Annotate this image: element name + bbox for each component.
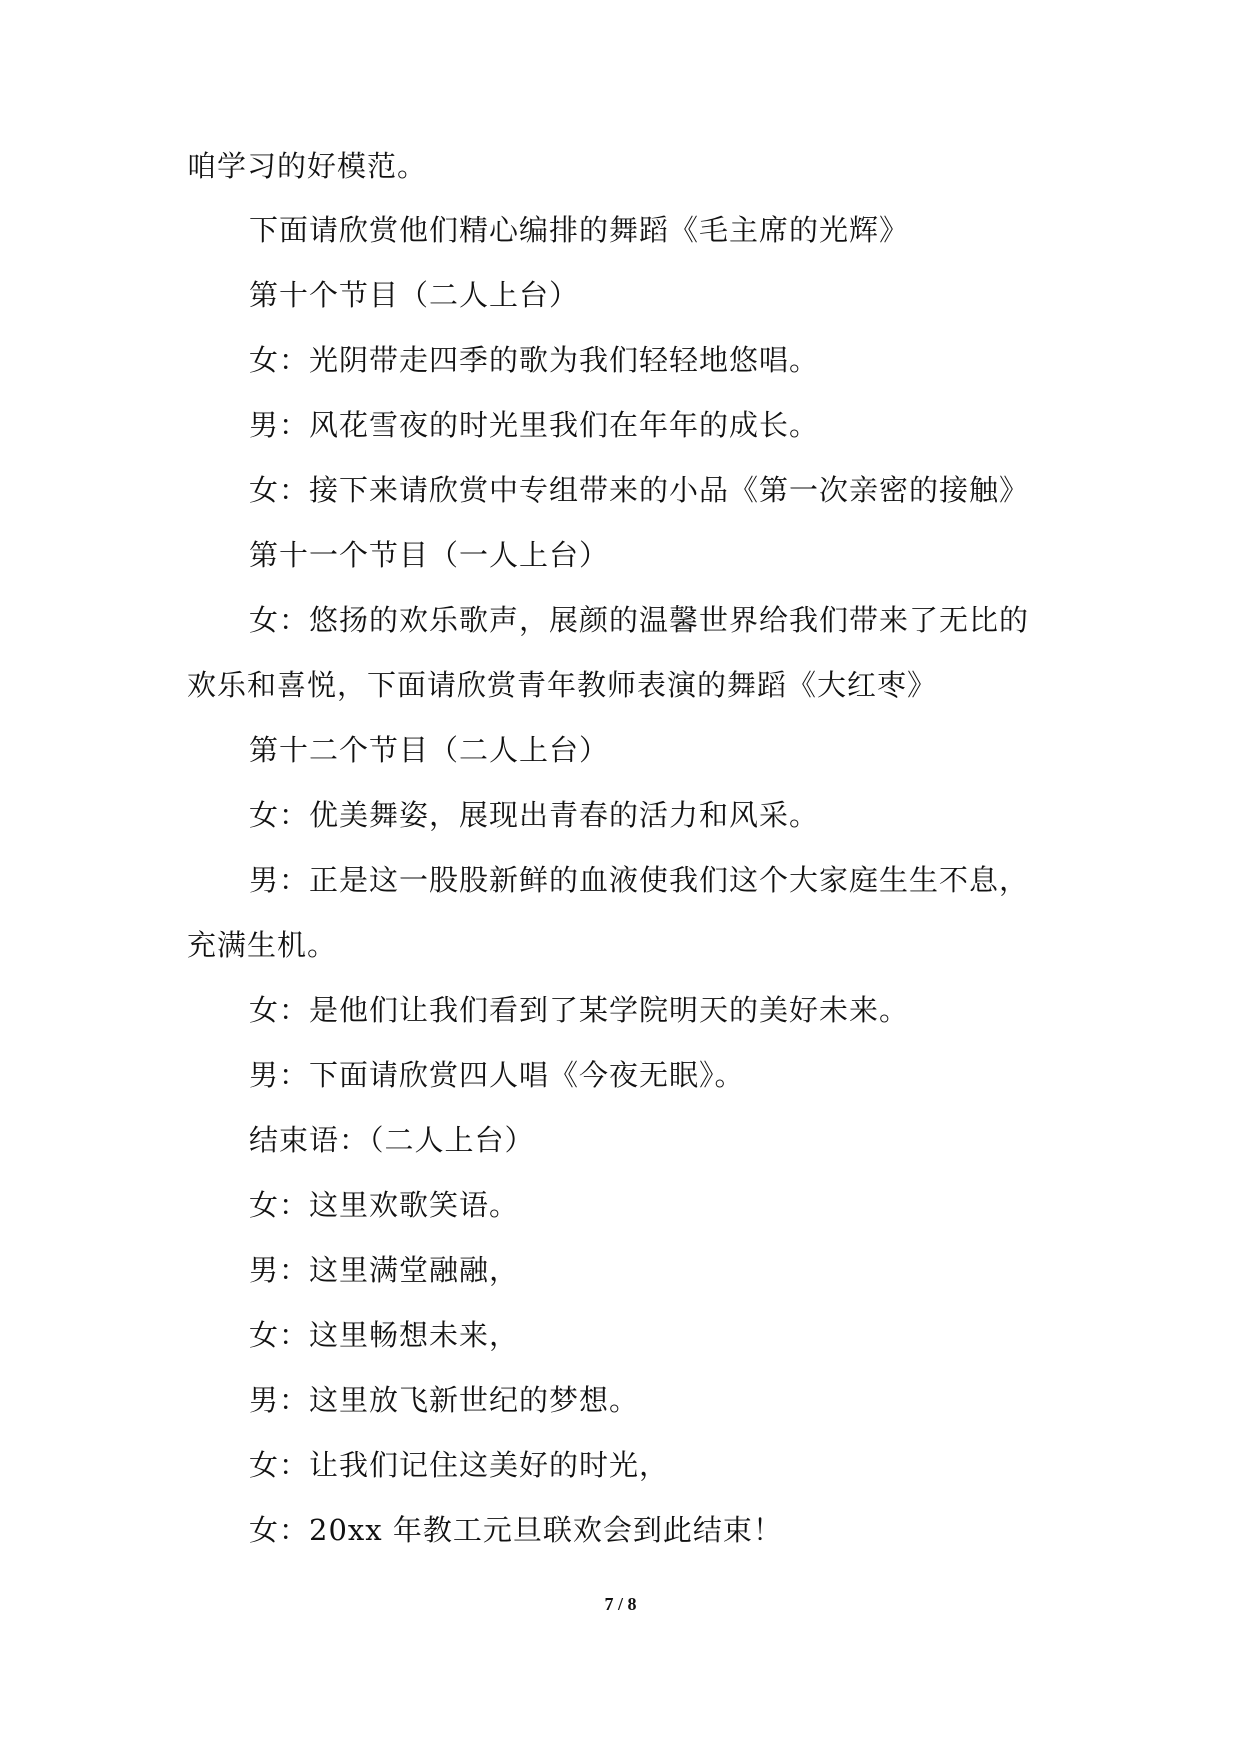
paragraph-11: 女：优美舞姿，展现出青春的活力和风采。 [249,798,820,832]
paragraph-14: 女：是他们让我们看到了某学院明天的美好未来。 [249,993,910,1027]
paragraph-17: 女：这里欢歌笑语。 [249,1188,520,1222]
paragraph-9: 欢乐和喜悦，下面请欣赏青年教师表演的舞蹈《大红枣》 [187,668,938,702]
paragraph-3: 第十个节目（二人上台） [249,278,580,312]
paragraph-5: 男：风花雪夜的时光里我们在年年的成长。 [249,408,820,442]
paragraph-4: 女：光阴带走四季的歌为我们轻轻地悠唱。 [249,343,820,377]
paragraph-22: 女：20xx 年教工元旦联欢会到此结束！ [249,1513,783,1547]
paragraph-20: 男：这里放飞新世纪的梦想。 [249,1383,640,1417]
paragraph-21: 女：让我们记住这美好的时光， [249,1448,670,1482]
paragraph-8: 女：悠扬的欢乐歌声，展颜的温馨世界给我们带来了无比的 [249,603,1030,637]
paragraph-15: 男：下面请欣赏四人唱《今夜无眠》。 [249,1058,745,1092]
paragraph-7: 第十一个节目（一人上台） [249,538,610,572]
paragraph-18: 男：这里满堂融融， [249,1253,520,1287]
paragraph-13: 充满生机。 [187,928,338,962]
paragraph-2: 下面请欣赏他们精心编排的舞蹈《毛主席的光辉》 [249,213,910,247]
paragraph-10: 第十二个节目（二人上台） [249,733,610,767]
page-number: 7 / 8 [604,1594,637,1614]
paragraph-16: 结束语：（二人上台） [249,1123,535,1157]
paragraph-12: 男：正是这一股股新鲜的血液使我们这个大家庭生生不息， [249,863,1030,897]
paragraph-19: 女：这里畅想未来， [249,1318,520,1352]
paragraph-1: 咱学习的好模范。 [187,149,428,183]
paragraph-6: 女：接下来请欣赏中专组带来的小品《第一次亲密的接触》 [249,473,1030,507]
